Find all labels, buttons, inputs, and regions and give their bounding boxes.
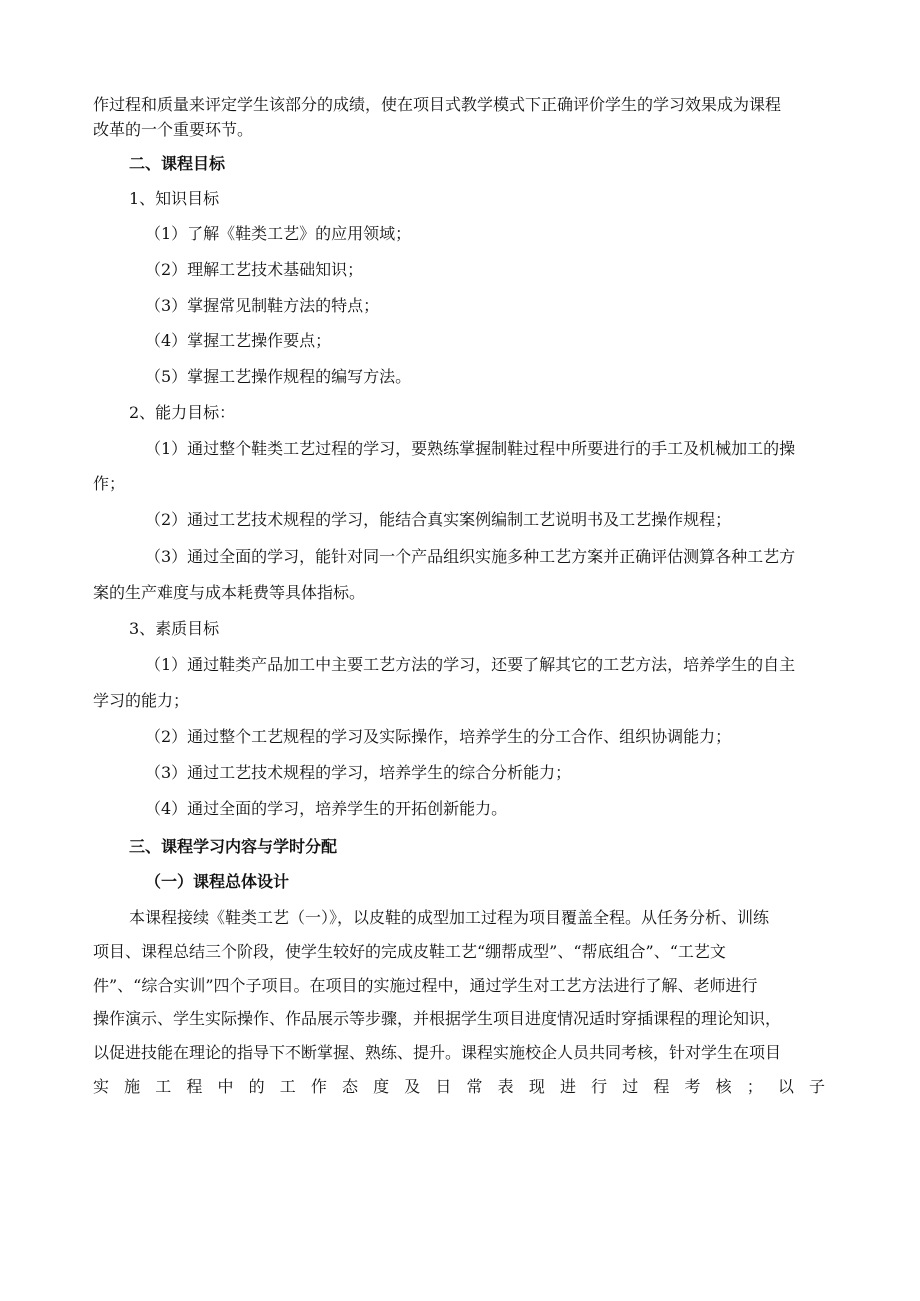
list-item-continued: 作； xyxy=(93,474,126,493)
list-item: （3）通过全面的学习，能针对同一个产品组织实施多种工艺方案并正确评估测算各种工艺方 xyxy=(145,547,796,566)
subsection-heading: 2、能力目标： xyxy=(129,403,236,422)
list-item: （5）掌握工艺操作规程的编写方法。 xyxy=(145,367,412,386)
paragraph-line: 件”、“综合实训”四个子项目。在项目的实施过程中，通过学生对工艺方法进行了解、老师进行 xyxy=(93,976,758,995)
list-item: （1）了解《鞋类工艺》的应用领域； xyxy=(145,224,412,243)
list-item-continued: 案的生产难度与成本耗费等具体指标。 xyxy=(93,583,366,602)
list-item: （4）通过全面的学习，培养学生的开拓创新能力。 xyxy=(145,799,508,818)
list-item-continued: 学习的能力； xyxy=(93,691,190,710)
paragraph-line-justified: 实施工程中的工作态度及日常表现进行过程考核；以子 xyxy=(93,1077,825,1096)
paragraph-line: 以促进技能在理论的指导下不断掌握、熟练、提升。课程实施校企人员共同考核，针对学生在项目 xyxy=(93,1043,782,1062)
paragraph-line: 本课程接续《鞋类工艺（一）》，以皮鞋的成型加工过程为项目覆盖全程。从任务分析、训练 xyxy=(129,908,770,927)
section-heading: 三、课程学习内容与学时分配 xyxy=(129,837,338,856)
paragraph-line: 操作演示、学生实际操作、作品展示等步骤，并根据学生项目进度情况适时穿插课程的理论知识， xyxy=(93,1009,782,1028)
list-item: （2）通过工艺技术规程的学习，能结合真实案例编制工艺说明书及工艺操作规程； xyxy=(145,510,732,529)
subsection-heading: 3、素质目标 xyxy=(129,619,220,638)
subsection-heading: 1、知识目标 xyxy=(129,189,220,208)
paragraph-line: 项目、课程总结三个阶段，使学生较好的完成皮鞋工艺“绷帮成型”、“帮底组合”、“工艺文 xyxy=(93,942,726,961)
list-item: （2）通过整个工艺规程的学习及实际操作，培养学生的分工合作、组织协调能力； xyxy=(145,727,732,746)
paragraph-line: 作过程和质量来评定学生该部分的成绩，使在项目式教学模式下正确评价学生的学习效果成为课程 xyxy=(93,95,782,114)
list-item: （1）通过整个鞋类工艺过程的学习，要熟练掌握制鞋过程中所要进行的手工及机械加工的操 xyxy=(145,439,796,458)
list-item: （1）通过鞋类产品加工中主要工艺方法的学习，还要了解其它的工艺方法，培养学生的自主 xyxy=(145,655,796,674)
list-item: （4）掌握工艺操作要点； xyxy=(145,331,332,350)
paragraph-line: 改革的一个重要环节。 xyxy=(93,120,254,139)
list-item: （2）理解工艺技术基础知识； xyxy=(145,260,364,279)
section-heading: 二、课程目标 xyxy=(129,154,226,173)
list-item: （3）掌握常见制鞋方法的特点； xyxy=(145,296,380,315)
subsection-heading: （一）课程总体设计 xyxy=(145,872,290,891)
list-item: （3）通过工艺技术规程的学习，培养学生的综合分析能力； xyxy=(145,763,572,782)
